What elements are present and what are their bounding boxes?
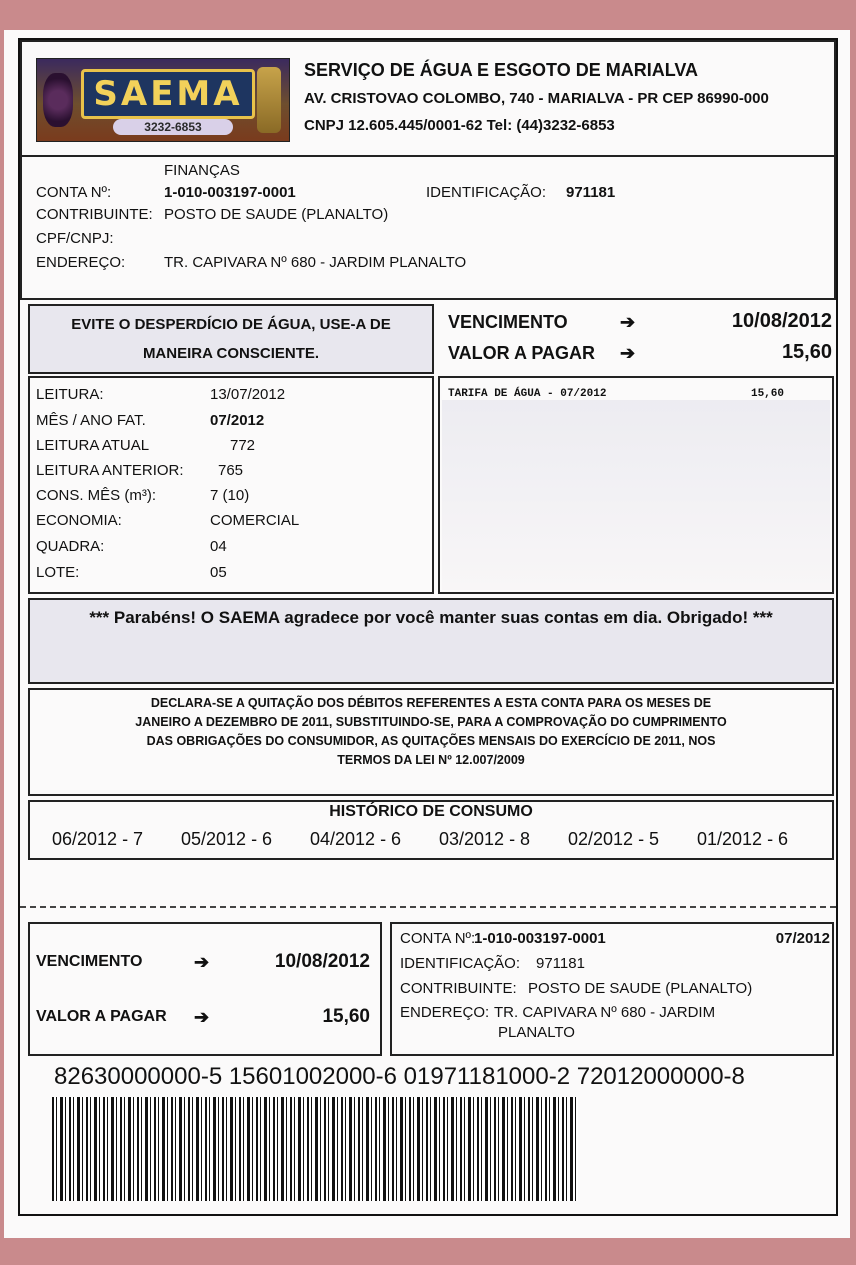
saema-logo <box>36 58 290 142</box>
reading-value-1: 07/2012 <box>210 412 265 429</box>
contribuinte-value: POSTO DE SAUDE (PLANALTO) <box>164 206 389 223</box>
vencimento-label: VENCIMENTO <box>448 312 568 332</box>
declaration-line-2: JANEIRO A DEZEMBRO DE 2011, SUBSTITUINDO-SE, PARA A COMPROVAÇÃO DO CUMPRIMENTO <box>135 715 727 729</box>
account-section <box>20 155 836 300</box>
tariff-description: TARIFA DE ÁGUA - 07/2012 <box>448 388 607 400</box>
endereco-label: ENDEREÇO: <box>36 254 126 271</box>
stub-identificacao-label: IDENTIFICAÇÃO: <box>400 955 521 972</box>
stub-valor-arrow-icon: ➔ <box>194 1007 210 1027</box>
history-item-3: 03/2012 - 8 <box>439 829 531 849</box>
conta-value: 1-010-003197-0001 <box>164 184 296 201</box>
stub-conta-value: 1-010-003197-0001 <box>474 930 606 947</box>
identificacao-value: 971181 <box>566 184 616 201</box>
stub-conta-label: CONTA Nº: <box>400 930 476 947</box>
cut-line <box>20 906 836 908</box>
reading-value-7: 05 <box>210 564 227 581</box>
stub-contribuinte-label: CONTRIBUINTE: <box>400 980 517 997</box>
cpf-label: CPF/CNPJ: <box>36 230 114 247</box>
stub-vencimento-value: 10/08/2012 <box>274 951 370 972</box>
vencimento-value: 10/08/2012 <box>731 310 832 332</box>
reading-label-4: CONS. MÊS (m³): <box>36 487 156 504</box>
stub-payment-box <box>28 922 382 1056</box>
reading-value-6: 04 <box>210 538 227 555</box>
stub-valor-label: VALOR A PAGAR <box>36 1008 167 1025</box>
reading-box <box>28 376 434 594</box>
stub-month: 07/2012 <box>775 930 830 947</box>
department-label: FINANÇAS <box>164 162 240 179</box>
tariff-amount: 15,60 <box>750 388 784 400</box>
reading-value-3: 765 <box>218 462 244 479</box>
reading-label-7: LOTE: <box>36 564 80 581</box>
logo-brand-text: SAEMA <box>81 69 255 119</box>
reading-value-5: COMERCIAL <box>210 512 300 529</box>
stub-identificacao-value: 971181 <box>536 955 585 972</box>
stub-valor-value: 15,60 <box>322 1006 370 1027</box>
barcode-image <box>52 1097 578 1201</box>
logo-phone: 3232-6853 <box>113 119 233 135</box>
thank-you-message: *** Parabéns! O SAEMA agradece por você manter suas contas em dia. Obrigado! *** <box>89 608 773 627</box>
reading-label-6: QUADRA: <box>36 538 105 555</box>
reading-value-2: 772 <box>230 437 256 454</box>
background-watermark-image <box>442 400 830 590</box>
notice-box <box>28 304 434 374</box>
company-address: AV. CRISTOVAO COLOMBO, 740 - MARIALVA - PR CEP 86990-000 <box>304 90 769 107</box>
reading-label-0: LEITURA: <box>36 386 104 403</box>
reading-label-5: ECONOMIA: <box>36 512 122 529</box>
company-cnpj: CNPJ 12.605.445/0001-62 Tel: (44)3232-6853 <box>304 117 615 134</box>
stub-endereco-value-line-1: TR. CAPIVARA Nº 680 - JARDIM <box>494 1004 716 1021</box>
history-item-1: 05/2012 - 6 <box>181 829 273 849</box>
valor-arrow-icon: ➔ <box>620 343 636 363</box>
notice-line-2: MANEIRA CONSCIENTE. <box>142 345 320 362</box>
declaration-line-1: DECLARA-SE A QUITAÇÃO DOS DÉBITOS REFERENTES A ESTA CONTA PARA OS MESES DE <box>150 696 712 710</box>
barcode-number: 82630000000-5 15601002000-6 01971181000-2 72012000000-8 <box>54 1063 745 1090</box>
identificacao-label: IDENTIFICAÇÃO: <box>426 184 547 201</box>
history-item-5: 01/2012 - 6 <box>697 829 789 849</box>
reading-value-0: 13/07/2012 <box>210 386 286 403</box>
valor-value: 15,60 <box>781 341 832 363</box>
vencimento-arrow-icon: ➔ <box>620 312 636 332</box>
reading-label-1: MÊS / ANO FAT. <box>36 412 146 429</box>
history-item-2: 04/2012 - 6 <box>310 829 402 849</box>
stub-endereco-label: ENDEREÇO: <box>400 1004 490 1021</box>
conta-label: CONTA Nº: <box>36 184 112 201</box>
company-name: SERVIÇO DE ÁGUA E ESGOTO DE MARIALVA <box>304 60 699 80</box>
contribuinte-label: CONTRIBUINTE: <box>36 206 153 223</box>
history-item-4: 02/2012 - 5 <box>568 829 660 849</box>
valor-label: VALOR A PAGAR <box>448 343 595 363</box>
stub-vencimento-label: VENCIMENTO <box>36 953 143 970</box>
stub-vencimento-arrow-icon: ➔ <box>194 952 210 972</box>
declaration-line-3: DAS OBRIGAÇÕES DO CONSUMIDOR, AS QUITAÇÕES MENSAIS DO EXERCÍCIO DE 2011, NOS <box>146 734 716 748</box>
reading-label-3: LEITURA ANTERIOR: <box>36 462 184 479</box>
water-tap-icon <box>257 67 281 133</box>
reading-value-4: 7 (10) <box>210 487 250 504</box>
stub-endereco-value-line-2: PLANALTO <box>498 1024 575 1041</box>
history-item-0: 06/2012 - 7 <box>52 829 144 849</box>
reading-label-2: LEITURA ATUAL <box>36 437 150 454</box>
notice-line-1: EVITE O DESPERDÍCIO DE ÁGUA, USE-A DE <box>71 316 391 333</box>
stub-contribuinte-value: POSTO DE SAUDE (PLANALTO) <box>528 980 753 997</box>
grapes-icon <box>43 73 73 127</box>
declaration-line-4: TERMOS DA LEI Nº 12.007/2009 <box>337 753 525 767</box>
history-title: HISTÓRICO DE CONSUMO <box>329 803 533 820</box>
endereco-value: TR. CAPIVARA Nº 680 - JARDIM PLANALTO <box>164 254 467 271</box>
